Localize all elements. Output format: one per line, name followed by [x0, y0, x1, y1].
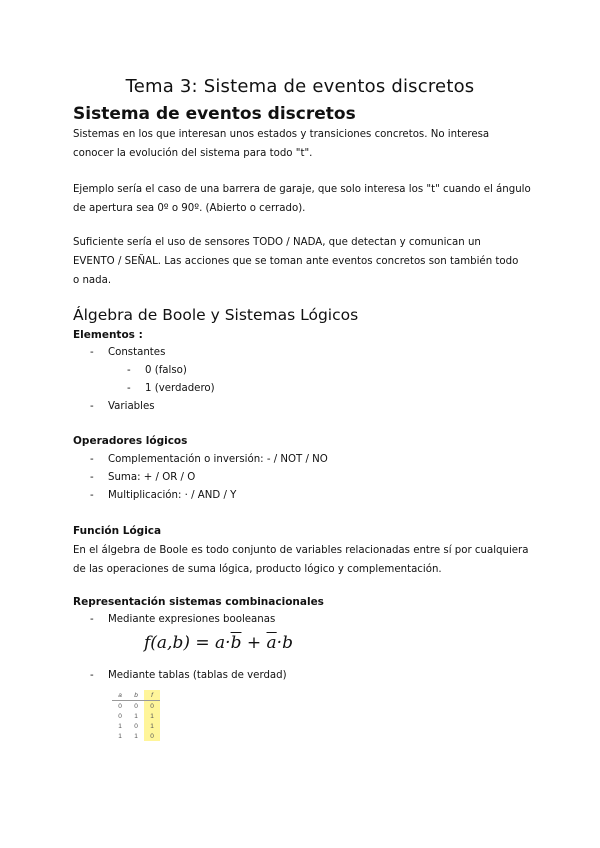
list-dash: -: [90, 347, 94, 358]
operadores-title: Operadores lógicos: [73, 435, 188, 447]
paragraph-1: [73, 125, 533, 163]
formula-b-bar: $\overline{b}$: [230, 633, 242, 653]
paragraph-3: [73, 233, 533, 290]
list-dash: -: [90, 490, 94, 501]
paragraph-3-line-3: o nada.: [73, 275, 112, 286]
list-item-expresiones: Mediante expresiones booleanas: [108, 614, 276, 625]
page-title: Tema 3: Sistema de eventos discretos: [125, 76, 475, 97]
paragraph-1-line-1: Sistemas en los que interesan unos estados y transiciones concretos. No interesa: [73, 129, 490, 140]
funcion-line-1: En el álgebra de Boole es todo conjunto de variables relacionadas entre sí por cualquiera: [73, 545, 529, 556]
truth-table: [112, 690, 160, 741]
funcion-title: Función Lógica: [73, 525, 162, 537]
list-dash: -: [90, 454, 94, 465]
table-row: [112, 701, 160, 712]
header-b: b: [128, 690, 144, 701]
cell: 0: [134, 702, 138, 710]
paragraph-2-line-2: de apertura sea 0º o 90º. (Abierto o cerrado).: [73, 203, 306, 214]
list-dash: -: [90, 472, 94, 483]
list-dash: -: [127, 365, 131, 376]
header-a: a: [112, 690, 128, 701]
funcion-paragraph: [73, 541, 543, 579]
formula-part: +: [241, 633, 267, 653]
paragraph-3-line-2: EVENTO / SEÑAL. Las acciones que se toman ante eventos concretos son también todo: [73, 256, 519, 267]
table-row: [112, 721, 160, 731]
list-item-not: Complementación o inversión: - / NOT / NO: [108, 454, 328, 465]
list-item-verdadero: 1 (verdadero): [145, 383, 215, 394]
list-item-constantes: Constantes: [108, 347, 166, 358]
cell-f: 1: [144, 721, 160, 731]
list-item-variables: Variables: [108, 401, 155, 412]
formula-a-bar: $\overline{a}$: [266, 633, 277, 653]
representacion-title: Representación sistemas combinacionales: [73, 596, 324, 608]
list-item-or: Suma: + / OR / O: [108, 472, 196, 483]
cell-f: 1: [144, 711, 160, 721]
header-f: f: [144, 690, 160, 701]
table-row: [112, 731, 160, 741]
cell: 1: [134, 712, 138, 720]
list-item-and: Multiplicación: · / AND / Y: [108, 490, 237, 501]
list-dash: -: [127, 383, 131, 394]
truth-table-header: [112, 690, 160, 701]
list-dash: -: [90, 670, 94, 681]
cell-f: 0: [144, 701, 160, 712]
list-dash: -: [90, 401, 94, 412]
paragraph-2-line-1: Ejemplo sería el caso de una barrera de garaje, que solo interesa los "t" cuando el ángulo: [73, 184, 531, 195]
cell: 1: [118, 732, 122, 740]
list-item-falso: 0 (falso): [145, 365, 187, 376]
cell: 0: [118, 712, 122, 720]
paragraph-3-line-1: Suficiente sería el uso de sensores TODO / NADA, que detectan y comunican un: [73, 237, 481, 248]
formula-part: ·b: [276, 633, 293, 653]
list-dash: -: [90, 614, 94, 625]
list-item-tablas: Mediante tablas (tablas de verdad): [108, 670, 287, 681]
cell: 0: [118, 702, 122, 710]
cell: 0: [134, 722, 138, 730]
section-heading-boole: Álgebra de Boole y Sistemas Lógicos: [73, 306, 359, 324]
boolean-formula: [144, 633, 293, 653]
elementos-title: Elementos :: [73, 329, 143, 341]
cell: 1: [134, 732, 138, 740]
paragraph-2: [73, 180, 533, 218]
paragraph-1-line-2: conocer la evolución del sistema para todo "t".: [73, 148, 313, 159]
table-row: [112, 711, 160, 721]
section-heading-eventos: Sistema de eventos discretos: [73, 104, 356, 124]
formula-part: f(a,b) = a·: [144, 633, 231, 653]
cell: 1: [118, 722, 122, 730]
funcion-line-2: de las operaciones de suma lógica, producto lógico y complementación.: [73, 564, 442, 575]
cell-f: 0: [144, 731, 160, 741]
